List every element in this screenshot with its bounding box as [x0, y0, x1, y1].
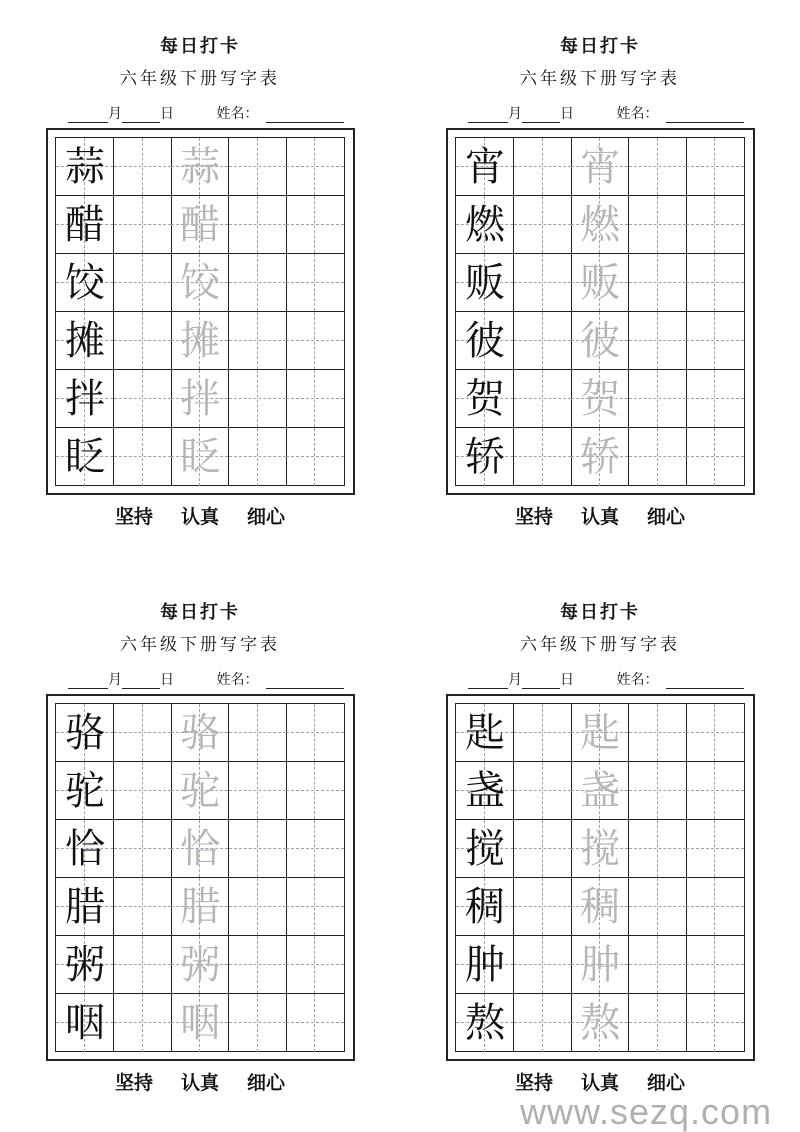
- day-label: 日: [560, 672, 574, 688]
- writing-cell[interactable]: [171, 254, 229, 312]
- writing-cell[interactable]: [229, 704, 287, 762]
- card-title: 每日打卡: [160, 602, 240, 623]
- month-label: 月: [508, 106, 522, 122]
- writing-cell[interactable]: [456, 370, 514, 428]
- writing-cell[interactable]: [114, 994, 172, 1052]
- motto-item: 坚持: [114, 506, 153, 528]
- writing-cell[interactable]: [56, 428, 114, 486]
- motto-item: 细心: [247, 1072, 286, 1094]
- month-blank[interactable]: [468, 108, 508, 123]
- month-blank[interactable]: [68, 674, 108, 689]
- date-name-line: [68, 103, 344, 123]
- name-label: 姓名：: [216, 672, 259, 688]
- writing-cell[interactable]: [514, 936, 572, 994]
- writing-cell[interactable]: [686, 994, 744, 1052]
- writing-cell[interactable]: [56, 138, 114, 196]
- motto-item: 坚持: [514, 506, 553, 528]
- writing-cell[interactable]: [514, 994, 572, 1052]
- day-blank[interactable]: [522, 108, 560, 123]
- writing-cell[interactable]: [686, 878, 744, 936]
- motto: [0, 506, 400, 528]
- writing-cell[interactable]: [171, 820, 229, 878]
- day-blank[interactable]: [122, 674, 160, 689]
- writing-cell[interactable]: [629, 428, 687, 486]
- writing-box: [446, 694, 755, 1061]
- writing-cell[interactable]: [686, 762, 744, 820]
- trace-character: 腊: [180, 884, 221, 930]
- name-blank[interactable]: [666, 108, 744, 123]
- month-blank[interactable]: [68, 108, 108, 123]
- trace-character: 匙: [580, 710, 621, 756]
- practice-card: [400, 566, 800, 1132]
- motto-item: 细心: [647, 1072, 686, 1094]
- model-character: 饺: [65, 260, 105, 306]
- model-character: 贺: [465, 376, 505, 422]
- name-label: 姓名：: [616, 672, 659, 688]
- motto-item: 认真: [180, 1072, 219, 1094]
- tianzige-grid: [455, 137, 745, 486]
- writing-cell[interactable]: [456, 994, 514, 1052]
- writing-cell[interactable]: [629, 138, 687, 196]
- writing-cell[interactable]: [686, 936, 744, 994]
- writing-cell[interactable]: [456, 878, 514, 936]
- writing-cell[interactable]: [571, 704, 629, 762]
- writing-cell[interactable]: [229, 936, 287, 994]
- writing-cell[interactable]: [686, 312, 744, 370]
- motto: [400, 506, 800, 528]
- model-character: 肿: [465, 942, 505, 988]
- writing-cell[interactable]: [571, 312, 629, 370]
- trace-character: 粥: [180, 942, 221, 988]
- writing-cell[interactable]: [514, 370, 572, 428]
- writing-cell[interactable]: [114, 312, 172, 370]
- day-blank[interactable]: [522, 674, 560, 689]
- model-character: 稠: [465, 884, 505, 930]
- name-blank[interactable]: [266, 108, 344, 123]
- writing-cell[interactable]: [229, 196, 287, 254]
- writing-cell[interactable]: [286, 312, 344, 370]
- writing-cell[interactable]: [629, 878, 687, 936]
- card-subtitle: 六年级下册写字表: [520, 69, 680, 89]
- model-character: 腊: [65, 884, 105, 930]
- writing-cell[interactable]: [686, 704, 744, 762]
- writing-cell[interactable]: [171, 138, 229, 196]
- name-label: 姓名：: [616, 106, 659, 122]
- writing-cell[interactable]: [114, 820, 172, 878]
- writing-cell[interactable]: [229, 138, 287, 196]
- trace-character: 燃: [580, 202, 621, 248]
- model-character: 蒜: [65, 144, 105, 190]
- trace-character: 摊: [180, 318, 221, 364]
- writing-box: [46, 128, 355, 495]
- writing-cell[interactable]: [229, 254, 287, 312]
- writing-cell[interactable]: [114, 254, 172, 312]
- practice-card: [0, 0, 400, 566]
- writing-cell[interactable]: [629, 254, 687, 312]
- writing-cell[interactable]: [229, 994, 287, 1052]
- tianzige-grid: [55, 137, 345, 486]
- writing-cell[interactable]: [286, 370, 344, 428]
- model-character: 贩: [465, 260, 505, 306]
- trace-character: 饺: [180, 260, 221, 306]
- writing-cell[interactable]: [229, 878, 287, 936]
- trace-character: 熬: [580, 1000, 621, 1046]
- writing-cell[interactable]: [629, 704, 687, 762]
- writing-cell[interactable]: [629, 370, 687, 428]
- writing-cell[interactable]: [171, 994, 229, 1052]
- writing-cell[interactable]: [686, 138, 744, 196]
- motto-item: 坚持: [114, 1072, 153, 1094]
- writing-cell[interactable]: [571, 936, 629, 994]
- writing-cell[interactable]: [286, 994, 344, 1052]
- model-character: 宵: [465, 144, 505, 190]
- name-label: 姓名：: [216, 106, 259, 122]
- writing-cell[interactable]: [56, 704, 114, 762]
- model-character: 驼: [65, 768, 105, 814]
- writing-cell[interactable]: [229, 428, 287, 486]
- trace-character: 稠: [580, 884, 621, 930]
- model-character: 咽: [65, 1000, 105, 1046]
- day-blank[interactable]: [122, 108, 160, 123]
- writing-cell[interactable]: [571, 994, 629, 1052]
- model-character: 摊: [65, 318, 105, 364]
- writing-cell[interactable]: [171, 428, 229, 486]
- writing-cell[interactable]: [514, 704, 572, 762]
- writing-cell[interactable]: [114, 704, 172, 762]
- writing-cell[interactable]: [514, 820, 572, 878]
- writing-cell[interactable]: [229, 370, 287, 428]
- model-character: 匙: [465, 710, 505, 756]
- writing-cell[interactable]: [456, 312, 514, 370]
- writing-cell[interactable]: [286, 138, 344, 196]
- writing-cell[interactable]: [171, 878, 229, 936]
- month-label: 月: [108, 106, 122, 122]
- trace-character: 咽: [180, 1000, 221, 1046]
- model-character: 彼: [465, 318, 505, 364]
- writing-cell[interactable]: [514, 312, 572, 370]
- trace-character: 蒜: [180, 144, 221, 190]
- writing-cell[interactable]: [571, 762, 629, 820]
- writing-cell[interactable]: [114, 370, 172, 428]
- writing-cell[interactable]: [114, 878, 172, 936]
- writing-cell[interactable]: [286, 254, 344, 312]
- writing-cell[interactable]: [286, 196, 344, 254]
- model-character: 粥: [65, 942, 105, 988]
- writing-cell[interactable]: [686, 196, 744, 254]
- day-label: 日: [160, 672, 174, 688]
- watermark: www.sezq.com: [520, 1091, 773, 1132]
- trace-character: 宵: [580, 144, 621, 190]
- writing-cell[interactable]: [456, 428, 514, 486]
- writing-cell[interactable]: [229, 762, 287, 820]
- writing-box: [446, 128, 755, 495]
- day-label: 日: [160, 106, 174, 122]
- model-character: 骆: [65, 710, 105, 756]
- writing-cell[interactable]: [514, 254, 572, 312]
- writing-cell[interactable]: [514, 428, 572, 486]
- writing-cell[interactable]: [456, 820, 514, 878]
- writing-cell[interactable]: [456, 762, 514, 820]
- day-label: 日: [560, 106, 574, 122]
- writing-cell[interactable]: [171, 312, 229, 370]
- model-character: 拌: [65, 376, 105, 422]
- trace-character: 骆: [180, 710, 221, 756]
- writing-cell[interactable]: [171, 762, 229, 820]
- writing-cell[interactable]: [171, 704, 229, 762]
- month-label: 月: [508, 672, 522, 688]
- card-subtitle: 六年级下册写字表: [120, 635, 280, 655]
- writing-cell[interactable]: [56, 936, 114, 994]
- writing-cell[interactable]: [286, 820, 344, 878]
- trace-character: 拌: [180, 376, 221, 422]
- practice-card: [400, 0, 800, 566]
- month-label: 月: [108, 672, 122, 688]
- writing-cell[interactable]: [286, 762, 344, 820]
- card-title: 每日打卡: [560, 602, 640, 623]
- writing-cell[interactable]: [514, 138, 572, 196]
- trace-character: 恰: [180, 826, 221, 872]
- motto-item: 细心: [247, 506, 286, 528]
- writing-cell[interactable]: [229, 820, 287, 878]
- writing-cell[interactable]: [229, 312, 287, 370]
- trace-character: 醋: [180, 202, 221, 248]
- writing-cell[interactable]: [286, 704, 344, 762]
- trace-character: 肿: [580, 942, 621, 988]
- writing-cell[interactable]: [56, 196, 114, 254]
- writing-cell[interactable]: [629, 312, 687, 370]
- name-blank[interactable]: [666, 674, 744, 689]
- writing-cell[interactable]: [629, 762, 687, 820]
- tianzige-grid: [455, 703, 745, 1052]
- writing-cell[interactable]: [56, 820, 114, 878]
- writing-cell[interactable]: [571, 196, 629, 254]
- writing-cell[interactable]: [171, 370, 229, 428]
- writing-cell[interactable]: [571, 370, 629, 428]
- writing-cell[interactable]: [286, 936, 344, 994]
- writing-cell[interactable]: [114, 138, 172, 196]
- writing-cell[interactable]: [171, 196, 229, 254]
- motto: [0, 1072, 400, 1094]
- writing-cell[interactable]: [456, 196, 514, 254]
- writing-cell[interactable]: [514, 762, 572, 820]
- trace-character: 眨: [180, 434, 221, 480]
- writing-cell[interactable]: [286, 878, 344, 936]
- model-character: 搅: [465, 826, 505, 872]
- trace-character: 彼: [580, 318, 621, 364]
- motto-item: 认真: [580, 506, 619, 528]
- practice-card: [0, 566, 400, 1132]
- trace-character: 驼: [180, 768, 221, 814]
- writing-cell[interactable]: [686, 820, 744, 878]
- motto-item: 认真: [580, 1072, 619, 1094]
- writing-cell[interactable]: [686, 428, 744, 486]
- writing-cell[interactable]: [56, 878, 114, 936]
- writing-cell[interactable]: [629, 994, 687, 1052]
- writing-cell[interactable]: [56, 994, 114, 1052]
- trace-character: 搅: [580, 826, 621, 872]
- writing-cell[interactable]: [571, 138, 629, 196]
- writing-cell[interactable]: [514, 878, 572, 936]
- date-name-line: [68, 669, 344, 689]
- motto-item: 坚持: [514, 1072, 553, 1094]
- writing-cell[interactable]: [571, 878, 629, 936]
- writing-cell[interactable]: [114, 936, 172, 994]
- writing-cell[interactable]: [571, 428, 629, 486]
- tianzige-grid: [55, 703, 345, 1052]
- writing-cell[interactable]: [114, 428, 172, 486]
- motto-item: 细心: [647, 506, 686, 528]
- writing-cell[interactable]: [171, 936, 229, 994]
- model-character: 轿: [465, 434, 505, 480]
- writing-cell[interactable]: [456, 254, 514, 312]
- model-character: 熬: [465, 1000, 505, 1046]
- writing-cell[interactable]: [56, 370, 114, 428]
- writing-cell[interactable]: [456, 936, 514, 994]
- trace-character: 盏: [580, 768, 621, 814]
- writing-cell[interactable]: [629, 196, 687, 254]
- writing-cell[interactable]: [571, 254, 629, 312]
- writing-cell[interactable]: [629, 936, 687, 994]
- date-name-line: [468, 669, 744, 689]
- card-title: 每日打卡: [160, 36, 240, 57]
- writing-cell[interactable]: [56, 312, 114, 370]
- writing-cell[interactable]: [56, 762, 114, 820]
- model-character: 盏: [465, 768, 505, 814]
- writing-cell[interactable]: [686, 370, 744, 428]
- writing-cell[interactable]: [56, 254, 114, 312]
- card-title: 每日打卡: [560, 36, 640, 57]
- model-character: 醋: [65, 202, 105, 248]
- model-character: 恰: [65, 826, 105, 872]
- writing-cell[interactable]: [686, 254, 744, 312]
- writing-cell[interactable]: [456, 138, 514, 196]
- writing-cell[interactable]: [286, 428, 344, 486]
- model-character: 眨: [65, 434, 105, 480]
- trace-character: 轿: [580, 434, 621, 480]
- writing-box: [46, 694, 355, 1061]
- card-subtitle: 六年级下册写字表: [120, 69, 280, 89]
- model-character: 燃: [465, 202, 505, 248]
- trace-character: 贺: [580, 376, 621, 422]
- writing-cell[interactable]: [571, 820, 629, 878]
- name-blank[interactable]: [266, 674, 344, 689]
- month-blank[interactable]: [468, 674, 508, 689]
- date-name-line: [468, 103, 744, 123]
- trace-character: 贩: [580, 260, 621, 306]
- writing-cell[interactable]: [514, 196, 572, 254]
- writing-cell[interactable]: [114, 196, 172, 254]
- card-subtitle: 六年级下册写字表: [520, 635, 680, 655]
- writing-cell[interactable]: [629, 820, 687, 878]
- motto-item: 认真: [180, 506, 219, 528]
- writing-cell[interactable]: [456, 704, 514, 762]
- writing-cell[interactable]: [114, 762, 172, 820]
